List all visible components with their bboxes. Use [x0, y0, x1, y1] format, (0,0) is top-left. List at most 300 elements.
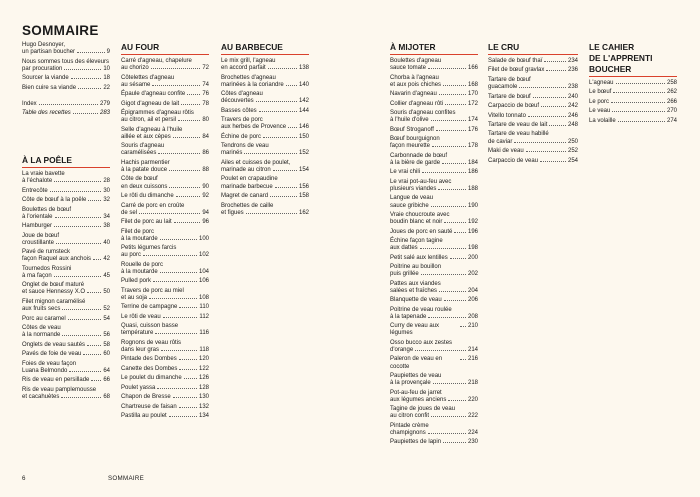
toc-entry-line: [390, 65, 478, 72]
toc-entry-title: à l'échalote: [22, 178, 53, 185]
toc-entry-title: Chapon de Bresse: [121, 394, 171, 401]
toc-page-number: 92: [202, 193, 209, 200]
toc-entry-line: [390, 75, 478, 82]
toc-page-number: 96: [202, 219, 209, 226]
dot-leader: [273, 170, 297, 171]
toc-entry-title: Côtes de veau: [22, 324, 61, 331]
toc-page-number: 236: [567, 67, 578, 74]
dot-leader: [544, 61, 566, 62]
toc-entry-title: Tartare de veau de lait: [488, 122, 548, 128]
toc-entry: [22, 223, 110, 230]
toc-page-number: 242: [567, 103, 578, 110]
toc-entry: [390, 101, 478, 108]
toc-entry-title: Ris de veau pamplemousse: [22, 386, 97, 393]
toc-entry-title: Filet de porc au lait: [121, 219, 172, 226]
section-divider: [390, 54, 478, 55]
toc-entry-title: Pot-au-feu de jarret: [390, 389, 442, 396]
dot-leader: [460, 326, 466, 327]
toc-entry-title: Bien cuire sa viande: [22, 84, 77, 91]
toc-entry-line: [121, 340, 209, 347]
toc-entry-line: [488, 131, 578, 138]
toc-page-number: 150: [298, 133, 309, 140]
dot-leader: [445, 104, 466, 105]
dot-leader: [169, 187, 200, 188]
toc-entry-title: Terrine de campagne: [121, 304, 178, 311]
toc-entry-line: [488, 113, 578, 120]
toc-entry-line: [589, 108, 677, 115]
toc-entry-line: [390, 380, 478, 387]
toc-page-number: 222: [467, 413, 478, 420]
toc-entry-title: Poitrine au bouillon: [390, 264, 442, 271]
toc-entry-line: [121, 193, 209, 200]
toc-entry-title: un partisan boucher: [22, 49, 76, 56]
toc-entry-title: marinés: [221, 150, 243, 157]
dot-leader: [256, 101, 297, 102]
toc-entry-title: Collier d'agneau rôti: [390, 100, 444, 107]
dot-leader: [526, 151, 566, 152]
toc-entry: [488, 131, 578, 145]
toc-entry: [121, 385, 209, 392]
dot-leader: [616, 83, 665, 84]
dot-leader: [88, 200, 101, 201]
toc-entry-title: au sésame: [121, 81, 151, 88]
toc-entry-line: [390, 413, 478, 420]
dot-leader: [528, 116, 566, 117]
toc-entry-line: [121, 262, 209, 269]
toc-entry: [121, 288, 209, 302]
toc-entry-line: [121, 330, 209, 337]
toc-entry: [390, 169, 478, 176]
toc-entry-line: [221, 91, 309, 98]
toc-entry-title: Côtes d'agneau: [221, 91, 263, 98]
toc-entry-title: découvertes: [221, 98, 254, 105]
toc-page-number: 146: [298, 124, 309, 131]
toc-entry-line: [121, 314, 209, 321]
toc-entry-line: [121, 236, 209, 243]
toc-entry: [390, 58, 478, 72]
toc-entry-line: [390, 160, 478, 167]
dot-leader: [54, 276, 102, 277]
toc-entry-line: [221, 65, 309, 72]
toc-entry: [488, 113, 578, 120]
dot-leader: [275, 187, 297, 188]
toc-entry-title: Bœuf Stroganoff: [390, 126, 434, 133]
dot-leader: [160, 272, 197, 273]
toc-entry: [22, 59, 110, 73]
toc-page-number: 170: [467, 91, 478, 98]
toc-entry-line: [390, 288, 478, 295]
dot-leader: [443, 442, 466, 443]
toc-entry-title: Tartare de bœuf: [488, 76, 531, 83]
toc-entry-line: [121, 167, 209, 174]
toc-entry-title: La vraie bavette: [22, 171, 65, 177]
toc-entry-title: Hachis parmentier: [121, 159, 170, 166]
toc-entry: [221, 143, 309, 157]
dot-leader: [155, 333, 197, 334]
toc-entry: [121, 356, 209, 363]
dot-leader: [443, 85, 466, 86]
toc-entry: [22, 351, 110, 358]
toc-page-number: 40: [103, 239, 110, 246]
toc-entry-title: à la provençale: [390, 380, 431, 387]
section-title: BOUCHER: [589, 64, 632, 74]
toc-page-number: 258: [666, 80, 677, 86]
dot-leader: [549, 125, 566, 126]
toc-page-number: 72: [202, 65, 209, 72]
toc-page-number: 240: [567, 93, 578, 100]
toc-page-number: 58: [103, 341, 110, 348]
toc-entry-line: [22, 49, 110, 56]
section-au-four: [121, 42, 209, 423]
toc-entry-title: Boulettes d'agneau: [390, 58, 442, 64]
toc-entry-title: Côtelettes d'agneau: [121, 74, 175, 81]
toc-page-number: 184: [467, 159, 478, 166]
toc-entry-title: Brochettes de caille: [221, 202, 274, 209]
toc-page-number: 208: [467, 313, 478, 320]
toc-entry: [121, 375, 209, 382]
toc-page-number: 200: [467, 254, 478, 261]
toc-entry: [22, 325, 110, 339]
toc-entry-line: [488, 148, 578, 155]
toc-entry: [22, 342, 110, 349]
toc-entry: [221, 134, 309, 141]
toc-entry: [121, 323, 209, 337]
section-a-mijoter: [390, 42, 478, 449]
toc-entry: [121, 413, 209, 420]
toc-entry: [22, 85, 110, 92]
page-title: SOMMAIRE: [22, 23, 99, 38]
toc-entry-line: [390, 169, 478, 176]
toc-page-number: 168: [467, 81, 478, 88]
toc-entry-line: [121, 184, 209, 191]
toc-entry: [221, 117, 309, 131]
toc-entry-title: Hamburger: [22, 223, 53, 230]
toc-entry: [221, 91, 309, 105]
dot-leader: [68, 319, 102, 320]
dot-leader: [246, 213, 297, 214]
toc-entry-line: [22, 59, 110, 66]
toc-page-number: 138: [298, 65, 309, 72]
toc-page-number: 9: [106, 49, 110, 56]
dot-leader: [77, 52, 105, 53]
toc-page-number: 283: [99, 110, 110, 117]
toc-page-number: 274: [666, 117, 677, 124]
dot-leader: [420, 248, 466, 249]
toc-entry-title: à ma façon: [22, 272, 52, 279]
toc-entry-line: [22, 214, 110, 221]
toc-page-number: 154: [298, 166, 309, 173]
toc-entry-line: [589, 99, 677, 106]
dot-leader: [514, 142, 566, 143]
toc-entry-line: [22, 342, 110, 349]
toc-entry-title: aux fruits secs: [22, 306, 61, 313]
dot-leader: [64, 69, 101, 70]
toc-entry-line: [22, 361, 110, 368]
page-number: 6: [22, 475, 26, 482]
dot-leader: [268, 68, 297, 69]
toc-entry-title: Pintade crème: [390, 422, 429, 429]
toc-entry-line: [390, 255, 478, 262]
toc-entry-title: Selle d'agneau à l'huile: [121, 126, 183, 133]
toc-entry-line: [22, 332, 110, 339]
toc-entry-line: [390, 58, 478, 65]
toc-entry-line: [390, 340, 478, 347]
toc-entry-line: [22, 178, 110, 185]
toc-entry-title: Boulettes de bœuf: [22, 206, 72, 213]
dot-leader: [187, 94, 200, 95]
toc-entry-title: Filet de porc: [121, 228, 155, 235]
toc-entry-title: Travers de porc au miel: [121, 287, 184, 294]
toc-entry: [121, 160, 209, 174]
toc-entry: [488, 103, 578, 110]
toc-entry-line: [121, 82, 209, 89]
dot-leader: [157, 388, 197, 389]
toc-entry-title: caramélisées: [121, 150, 157, 157]
toc-page-number: 50: [103, 289, 110, 296]
toc-page-number: 162: [298, 209, 309, 216]
toc-entry-title: Ailes et cuisses de poulet,: [221, 159, 291, 166]
toc-entry-title: salées et fraîches: [390, 287, 438, 294]
toc-entry-title: Pattes aux viandes: [390, 280, 441, 287]
toc-entry-title: Vraie choucroute avec: [390, 211, 450, 218]
toc-entry-title: Le rôti de veau: [121, 313, 161, 320]
toc-entry: [22, 249, 110, 263]
toc-entry-title: Côte de bœuf: [121, 176, 158, 183]
toc-entry-line: [221, 134, 309, 141]
toc-entry-title: La volaille: [589, 117, 616, 124]
toc-entry-line: [390, 307, 478, 314]
toc-entry-title: Chartreuse de faisan: [121, 403, 177, 410]
toc-entry: [390, 439, 478, 446]
dot-leader: [288, 127, 297, 128]
toc-entry-title: Nous sommes tous des éleveurs: [22, 58, 110, 65]
toc-page-number: 266: [666, 98, 677, 105]
toc-entry-title: Petit salé aux lentilles: [390, 254, 448, 261]
toc-entry-line: [589, 118, 677, 125]
toc-entry-title: Canette des Dombes: [121, 365, 178, 372]
toc-entry-line: [390, 91, 478, 98]
toc-entry: [221, 160, 309, 174]
toc-entry: [589, 118, 677, 125]
toc-entry: [390, 323, 478, 337]
toc-entry-line: [221, 210, 309, 217]
toc-entry-line: [121, 219, 209, 226]
toc-entry-line: [22, 207, 110, 214]
toc-page-number: 250: [567, 138, 578, 145]
toc-entry: [589, 80, 677, 87]
toc-entry-line: [121, 385, 209, 392]
toc-entry: [488, 58, 578, 65]
toc-entry: [390, 255, 478, 262]
toc-entry: [22, 233, 110, 247]
toc-entry: [22, 282, 110, 296]
toc-entry-line: [488, 94, 578, 101]
toc-entry: [121, 219, 209, 226]
toc-page-number: 186: [467, 169, 478, 176]
toc-entry-title: Onglets de veau sautés: [22, 341, 86, 348]
toc-entry-line: [390, 347, 478, 354]
toc-page-number: 174: [467, 117, 478, 124]
toc-entry-line: [121, 210, 209, 217]
toc-page-number: 214: [467, 347, 478, 353]
toc-entry: [22, 361, 110, 375]
toc-page-number: 32: [103, 197, 110, 204]
toc-entry-title: Osso bucco aux zestes: [390, 339, 453, 346]
toc-entry-line: [22, 101, 110, 108]
toc-entry-title: Le bœuf: [589, 89, 612, 96]
dot-leader: [454, 232, 466, 233]
dot-leader: [611, 102, 665, 103]
toc-entry-line: [22, 289, 110, 296]
toc-page-number: 120: [198, 356, 209, 363]
dot-leader: [436, 130, 466, 131]
toc-entry-title: Rouelle de porc: [121, 261, 164, 268]
toc-entry-title: Entrecôte: [22, 187, 48, 194]
toc-page-number: 110: [199, 304, 209, 311]
toc-entry: [589, 89, 677, 96]
toc-entry: [121, 58, 209, 72]
toc-page-number: 80: [202, 117, 209, 124]
toc-entry-line: [121, 288, 209, 295]
toc-entry: [121, 262, 209, 276]
dot-leader: [422, 172, 466, 173]
toc-entry: [221, 176, 309, 190]
toc-entry-title: Paupiettes de veau: [390, 373, 442, 380]
toc-entry: [390, 390, 478, 404]
dot-leader: [541, 106, 566, 107]
toc-page-number: 254: [567, 157, 578, 164]
toc-entry-title: à la bière de garde: [390, 159, 441, 166]
toc-entry-title: Tendrons de veau: [221, 143, 269, 150]
toc-entry: [589, 108, 677, 115]
dot-leader: [151, 68, 201, 69]
toc-page-number: 134: [198, 413, 209, 420]
toc-entry: [121, 91, 209, 98]
dot-leader: [448, 400, 466, 401]
toc-entry: [390, 229, 478, 236]
toc-page-number: 252: [567, 148, 578, 155]
toc-entry-line: [390, 153, 478, 160]
dot-leader: [431, 120, 466, 121]
toc-page-number: 68: [103, 393, 110, 400]
toc-entry-title: Carré de porc en croûte: [121, 202, 185, 209]
toc-page-number: 88: [202, 166, 209, 173]
toc-page-number: 152: [298, 150, 309, 157]
dot-leader: [546, 70, 566, 71]
toc-entry-line: [390, 219, 478, 226]
section-title: AU BARBECUE: [221, 42, 283, 52]
toc-entry: [121, 193, 209, 200]
toc-entry-line: [221, 143, 309, 150]
toc-entry-title: Épigrammes d'agneau rôtis: [121, 110, 194, 117]
toc-entry-line: [488, 77, 578, 84]
dot-leader: [62, 309, 101, 310]
toc-page-number: 192: [467, 219, 478, 226]
toc-entry-line: [121, 127, 209, 134]
toc-entry-line: [221, 117, 309, 124]
toc-entry-line: [488, 158, 578, 165]
toc-entry-title: Luana Belmondo: [22, 367, 68, 374]
toc-page-number: 216: [467, 356, 478, 363]
toc-page-number: 218: [467, 380, 478, 387]
dot-leader: [179, 359, 197, 360]
toc-entry-line: [121, 304, 209, 311]
toc-page-number: 116: [199, 330, 209, 337]
toc-entry: [390, 110, 478, 124]
toc-page-number: 118: [199, 347, 209, 353]
toc-entry-title: aillée et aux cèpes: [121, 133, 171, 140]
toc-page-number: 126: [198, 375, 209, 382]
dot-leader: [93, 259, 101, 260]
toc-entry: [589, 99, 677, 106]
toc-entry-line: [22, 368, 110, 375]
toc-entry: [22, 316, 110, 323]
dot-leader: [139, 213, 200, 214]
toc-entry-title: et figues: [221, 209, 244, 216]
dot-leader: [173, 397, 197, 398]
toc-entry-title: aux herbes de Provence: [221, 124, 287, 131]
dot-leader: [62, 335, 101, 336]
toc-entry-title: Index: [22, 100, 37, 107]
toc-entry-line: [22, 387, 110, 394]
toc-entry-line: [22, 266, 110, 273]
toc-entry-line: [22, 42, 110, 49]
toc-entry-line: [121, 347, 209, 354]
toc-entry-title: Le veau: [589, 108, 611, 115]
section-title: À MIJOTER: [390, 42, 436, 52]
toc-entry-title: au porc: [121, 252, 142, 259]
toc-entry-line: [390, 281, 478, 288]
dot-leader: [83, 354, 101, 355]
toc-page-number: 90: [202, 183, 209, 190]
toc-entry: [22, 266, 110, 280]
toc-entry-line: [390, 212, 478, 219]
toc-entry-line: [390, 356, 478, 370]
toc-entry-line: [22, 197, 110, 204]
dot-leader: [152, 85, 200, 86]
toc-entry-line: [221, 160, 309, 167]
toc-entry-title: sauce tomate: [390, 65, 427, 72]
toc-entry-line: [589, 80, 677, 87]
dot-leader: [61, 397, 101, 398]
toc-entry: [390, 356, 478, 370]
toc-page-number: 76: [202, 91, 209, 98]
toc-entry-line: [221, 124, 309, 131]
toc-entry-line: [221, 184, 309, 191]
toc-entry-line: [121, 245, 209, 252]
toc-entry-title: Brochettes d'agneau: [221, 74, 276, 81]
toc-entry: [390, 195, 478, 209]
toc-entry-title: Paleron de veau en cocotte: [390, 356, 443, 370]
toc-entry: [221, 75, 309, 89]
toc-entry-line: [221, 193, 309, 200]
toc-entry: [390, 91, 478, 98]
toc-entry: [22, 197, 110, 204]
toc-entry-title: aux légumes anciens: [390, 396, 447, 403]
dot-leader: [161, 350, 197, 351]
dot-leader: [54, 226, 101, 227]
toc-entry: [22, 42, 110, 56]
toc-entry: [121, 304, 209, 311]
toc-entry: [121, 143, 209, 157]
toc-entry-line: [121, 58, 209, 65]
toc-entry-line: [121, 101, 209, 108]
toc-entry-line: [22, 171, 110, 178]
toc-page-number: 34: [103, 213, 110, 220]
toc-entry: [390, 373, 478, 387]
toc-entry-line: [390, 179, 478, 186]
toc-page-number: 176: [467, 126, 478, 133]
